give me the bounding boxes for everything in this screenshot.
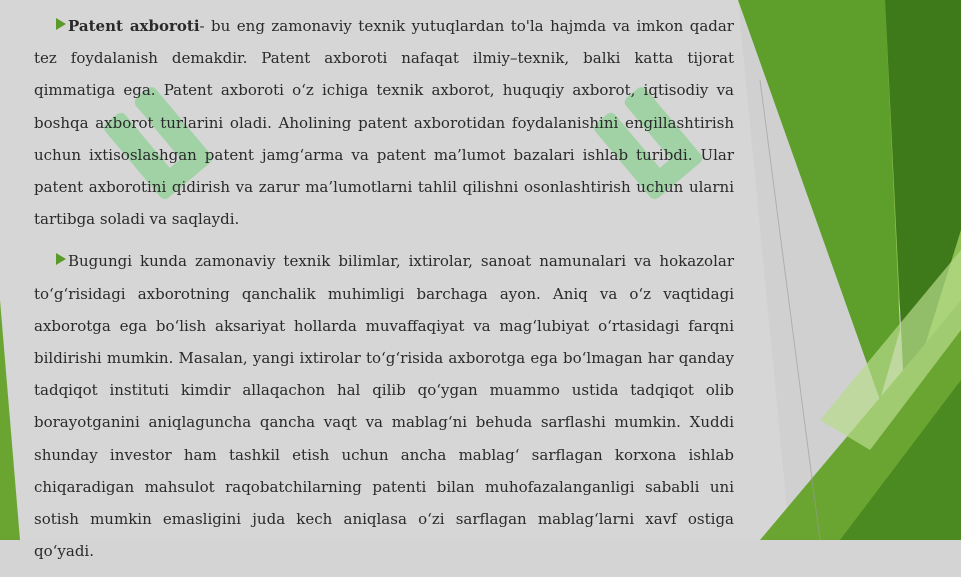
triangle-bullet-icon [56,253,66,265]
triangle-bullet-icon [56,18,66,30]
slide-content [34,10,734,577]
paragraph-term: Patent axboroti [68,17,200,35]
paragraph-patent-axboroti [34,10,734,235]
paragraph-text: Bugungi kunda zamonaviy texnik bilimlar, ixtirolar, sanoat namunalari va hokazolar to‘g‘risidagi axborotning qanchalik muhimligi barchaga ayon. Aniq va o‘z vaqtidagi axborotga ega bo‘lish aksariyat hollarda muvaffaqiyat va mag‘lubiyat o‘rtasidagi farqni bildirishi mumkin. Masalan, yangi ixtirolar to‘g‘risida axborotga ega bo‘lmagan har qanday tadqiqot instituti kimdir allaqachon hal qilib qo‘ygan muammo ustida tadqiqot olib borayotganini aniqlaguncha qancha vaqt va mablag‘ni behuda sarflashi mumkin. Xuddi shunday investor ham tashkil etish uchun ancha mablag‘ sarflagan korxona ishlab chiqaradigan mahsulot raqobatchilarning patenti bilan muhofazalanganligi sababli uni sotish mumkin emasligini juda kech aniqlasa o‘zi sarflagan mablag‘larni xavf ostiga qo‘yadi. [34,252,734,561]
paragraph-text: - bu eng zamonaviy texnik yutuqlardan to'la hajmda va imkon qadar tez foydalanish demakdir. Patent axboroti nafaqat ilmiy–texnik, balki katta tijorat qimmatiga ega. Patent axboroti o‘z ichiga texnik axborot, huquqiy axborot, iqtisodiy va boshqa axborot turlarini oladi. Aholining patent axborotidan foydalanishini engillashtirish uchun ixtisoslashgan patent jamg‘arma va patent ma’lumot bazalari ishlab turibdi. Ular patent axborotini qidirish va zarur ma’lumotlarni tahlil qilishni osonlashtirish uchun ularni tartibga soladi va saqlaydi. [34,17,734,229]
paragraph-bugungi-kunda [34,245,734,567]
